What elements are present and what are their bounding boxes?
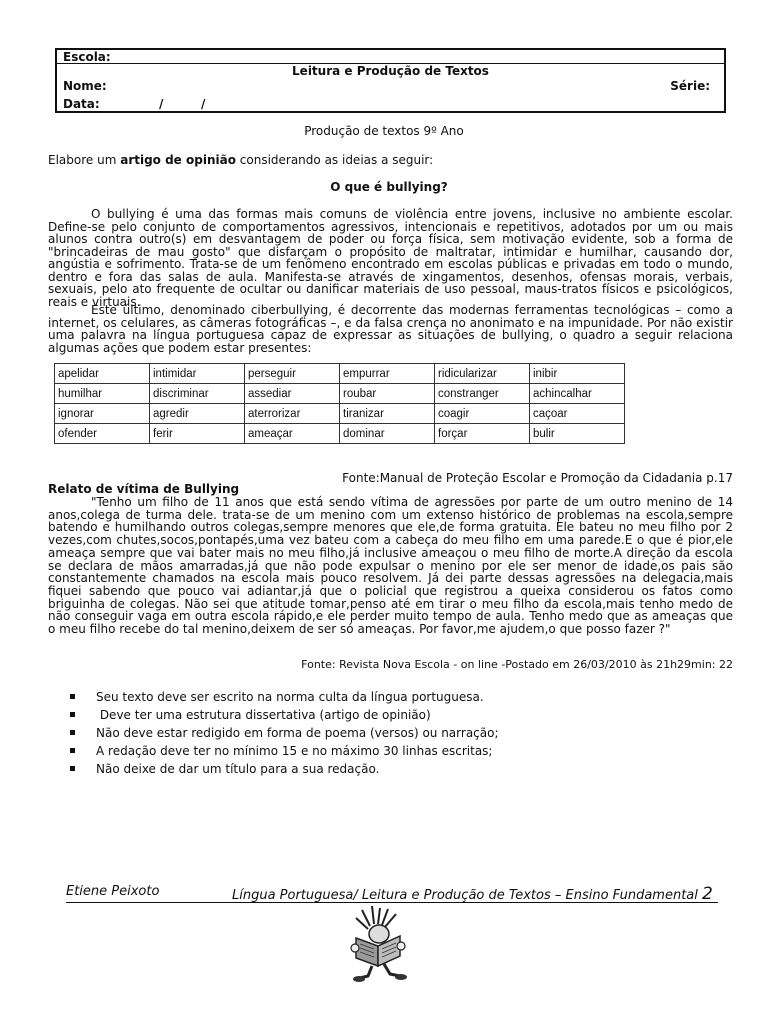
header-box (55, 48, 726, 113)
footer-author: Etiene Peixoto (66, 884, 160, 899)
source-2: Fonte: Revista Nova Escola - on line -Postado em 26/03/2010 às 21h29min: 22 (301, 658, 733, 671)
date-slashes: / / (159, 97, 206, 111)
rule-item (70, 706, 499, 724)
report-title: Relato de vítima de Bullying (48, 482, 240, 496)
rule-text: A redação deve ter no mínimo 15 e no máximo 30 linhas escritas; (96, 744, 493, 758)
verb-cell: intimidar (150, 364, 245, 384)
rule-item (70, 760, 499, 778)
verb-cell: ferir (150, 424, 245, 444)
date-label: Data: (63, 97, 100, 111)
subtitle: Produção de textos 9º Ano (304, 124, 464, 138)
subject-title: Leitura e Produção de Textos (292, 64, 489, 78)
instruction-prefix: Elabore um (48, 153, 121, 167)
paragraph-1: O bullying é uma das formas mais comuns de violência entre jovens, inclusive no ambiente escolar. Define-se pelo conjunto de comportamentos agressivos, intencionais e repetitivos, adotados por um ou mais alunos contra outro(s) em desvantagem de poder ou força física, sem motivação evidente, sob a forma de "brincadeiras de mau gosto" que disfarçam o propósito de maltratar, intimidar e humilhar, causando dor, angústia e sofrimento. Trata-se de um fenômeno encontrado em escolas públicas e privadas em todo o mundo, dentro e fora das salas de aula. Manifesta-se através de xingamentos, desenhos, ofensas morais, verbais, sexuais, pelo ato frequente de ocultar ou danificar materiais de uso pessoal, maus-tratos físicos e psicológicos, reais e virtuais. (48, 207, 733, 309)
reading-mascot-icon (348, 904, 412, 986)
verbs-row (55, 364, 625, 384)
rule-text: Não deixe de dar um título para a sua redação. (96, 762, 380, 776)
source-1: Fonte:Manual de Proteção Escolar e Promoção da Cidadania p.17 (342, 471, 733, 485)
verb-cell: achincalhar (530, 384, 625, 404)
verb-cell: agredir (150, 404, 245, 424)
verb-cell: discriminar (150, 384, 245, 404)
bullet-icon (70, 694, 75, 699)
bullet-icon (70, 712, 75, 717)
verb-cell: humilhar (55, 384, 150, 404)
school-label: Escola: (63, 50, 111, 64)
verb-cell: perseguir (245, 364, 340, 384)
footer-course-text: Língua Portuguesa/ Leitura e Produção de Textos – Ensino Fundamental (232, 888, 703, 903)
verb-cell: ofender (55, 424, 150, 444)
report-text: "Tenho um filho de 11 anos que está sendo vítima de agressões por parte de um outro menino de 14 anos,colega de turma dele. trata-se de um menino com um extenso histórico de problemas na escola,sempre batendo e humilhando outros colegas,sempre menores que ele,de forma gratuita. Ele bateu no meu filho por 2 vezes,com chutes,socos,pontapés,uma vez bateu com a cabeça do meu filho em uma parede.E o que é pior,ele ameaça sempre que vai bater mais no meu filho,já inclusive ameaçou o meu filho de morte.A direção da escola se declara de mãos amarradas,já que não pode expulsar o menino por ele ser menor de idade,os pais são constantemente chamados na escola mais pouco resolvem. Já dei parte dessas agressões na delegacia,mais fiquei sabendo que pouco vai adiantar,já que o policial que registrou a queixa considerou os fatos como briguinha de colegas. Não sei que atitude tomar,penso até em tirar o meu filho da escola,mais tenho medo de não conseguir vaga em outra escola rápido,e ele perder muito tempo de aula. Tenho medo que as ameaças que o meu filho recebe do tal menino,deixem de ser só ameaças. Por favor,me ajudem,o que posso fazer ?" (48, 495, 733, 637)
grade-label: Série: (670, 79, 710, 93)
bullet-icon (70, 730, 75, 735)
verb-cell: empurrar (340, 364, 435, 384)
verb-cell: bulir (530, 424, 625, 444)
footer-course (232, 884, 713, 904)
verb-cell: ignorar (55, 404, 150, 424)
instruction-suffix: considerando as ideias a seguir: (235, 153, 434, 167)
verb-cell: constranger (435, 384, 530, 404)
verb-cell: caçoar (530, 404, 625, 424)
paragraph-2: Este último, denominado ciberbullying, é decorrente das modernas ferramentas tecnológicas – como a internet, os celulares, as câmeras fotográficas –, e da falsa crença no anonimato e na impunidade. Por não existir uma palavra na língua portuguesa capaz de expressar as situações de bullying, o quadro a seguir relaciona algumas ações que podem estar presentes: (48, 303, 733, 355)
rule-text: Não deve estar redigido em forma de poema (versos) ou narração; (96, 726, 499, 740)
verbs-table (54, 363, 625, 444)
rule-text: Deve ter uma estrutura dissertativa (artigo de opinião) (96, 708, 431, 722)
verbs-row (55, 384, 625, 404)
verb-cell: inibir (530, 364, 625, 384)
verb-cell: ridicularizar (435, 364, 530, 384)
rules-list (70, 688, 499, 778)
verb-cell: aterrorizar (245, 404, 340, 424)
verbs-row (55, 404, 625, 424)
rule-item (70, 724, 499, 742)
name-label: Nome: (63, 79, 107, 93)
bullet-icon (70, 766, 75, 771)
verbs-row (55, 424, 625, 444)
question-title: O que é bullying? (330, 180, 448, 194)
footer (66, 884, 718, 903)
rule-item (70, 688, 499, 706)
verb-cell: tiranizar (340, 404, 435, 424)
verb-cell: apelidar (55, 364, 150, 384)
verb-cell: dominar (340, 424, 435, 444)
instruction-bold: artigo de opinião (120, 153, 236, 167)
rule-item (70, 742, 499, 760)
footer-level: 2 (702, 884, 713, 904)
rule-text: Seu texto deve ser escrito na norma culta da língua portuguesa. (96, 690, 484, 704)
verb-cell: ameaçar (245, 424, 340, 444)
verb-cell: roubar (340, 384, 435, 404)
verb-cell: coagir (435, 404, 530, 424)
instruction (48, 153, 433, 167)
bullet-icon (70, 748, 75, 753)
verb-cell: forçar (435, 424, 530, 444)
verb-cell: assediar (245, 384, 340, 404)
